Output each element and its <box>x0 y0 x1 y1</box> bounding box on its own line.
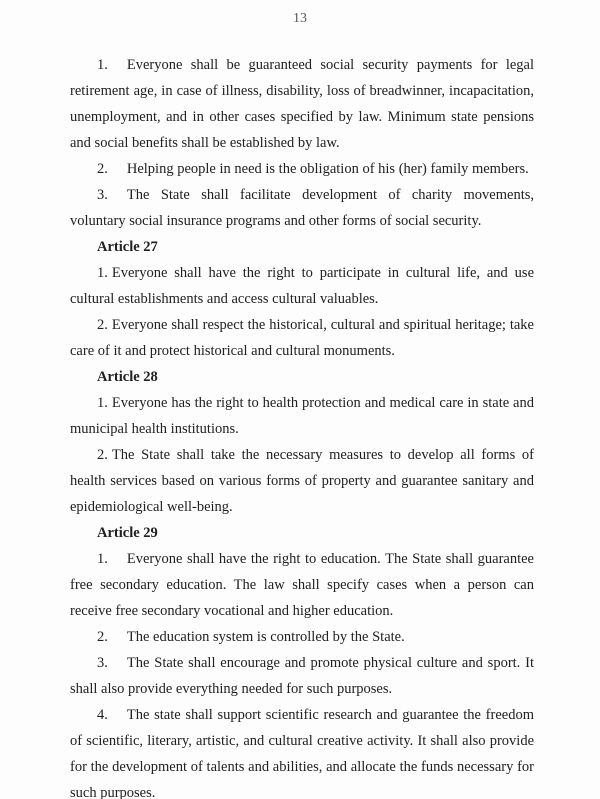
item-text: The State shall facilitate development of charity movements, voluntary social insurance programs and other forms of social security. <box>70 187 534 229</box>
item-number: 4. <box>97 707 108 723</box>
page-number: 13 <box>293 11 307 26</box>
item-number: 2. <box>97 447 108 463</box>
item-text: Helping people in need is the obligation of his (her) family members. <box>126 161 529 177</box>
paragraph <box>70 312 534 364</box>
item-number: 1. <box>97 551 108 567</box>
item-text: The State shall encourage and promote physical culture and sport. It shall also provide everything needed for such purposes. <box>70 655 534 697</box>
paragraph <box>70 52 534 156</box>
article-heading: Article 29 <box>97 525 158 541</box>
item-number: 2. <box>97 317 108 333</box>
paragraph <box>70 624 534 650</box>
paragraph <box>70 702 534 799</box>
item-number: 2. <box>97 629 108 645</box>
item-text: Everyone has the right to health protection and medical care in state and municipal health institutions. <box>70 395 534 437</box>
page-content <box>0 52 600 799</box>
item-text: Everyone shall be guaranteed social security payments for legal retirement age, in case of illness, disability, loss of breadwinner, incapacitation, unemployment, and in other cases specified by law. Minimum state pensions and social benefits shall be established by law. <box>70 57 534 151</box>
paragraph <box>70 260 534 312</box>
item-text: Everyone shall have the right to education. The State shall guarantee free secondary education. The law shall specify cases when a person can receive free secondary vocational and higher education. <box>70 551 534 619</box>
paragraph <box>70 546 534 624</box>
item-text: The state shall support scientific research and guarantee the freedom of scientific, literary, artistic, and cultural creative activity. It shall also provide for the development of talents and abilities, and allocate the funds necessary for such purposes. <box>70 707 534 799</box>
paragraph <box>70 442 534 520</box>
paragraph <box>70 182 534 234</box>
paragraph <box>70 390 534 442</box>
item-number: 2. <box>97 161 108 177</box>
paragraph <box>70 156 534 182</box>
item-text: Everyone shall respect the historical, cultural and spiritual heritage; take care of it and protect historical and cultural monuments. <box>70 317 534 359</box>
item-number: 1. <box>97 265 108 281</box>
paragraph <box>70 650 534 702</box>
item-number: 3. <box>97 187 108 203</box>
article-heading: Article 28 <box>97 369 158 385</box>
item-text: The State shall take the necessary measures to develop all forms of health services based on various forms of property and guarantee sanitary and epidemiological well-being. <box>70 447 534 515</box>
article-heading: Article 27 <box>97 239 158 255</box>
item-number: 1. <box>97 57 108 73</box>
item-number: 3. <box>97 655 108 671</box>
item-text: Everyone shall have the right to participate in cultural life, and use cultural establishments and access cultural valuables. <box>70 265 534 307</box>
item-text: The education system is controlled by the State. <box>126 629 405 645</box>
item-number: 1. <box>97 395 108 411</box>
